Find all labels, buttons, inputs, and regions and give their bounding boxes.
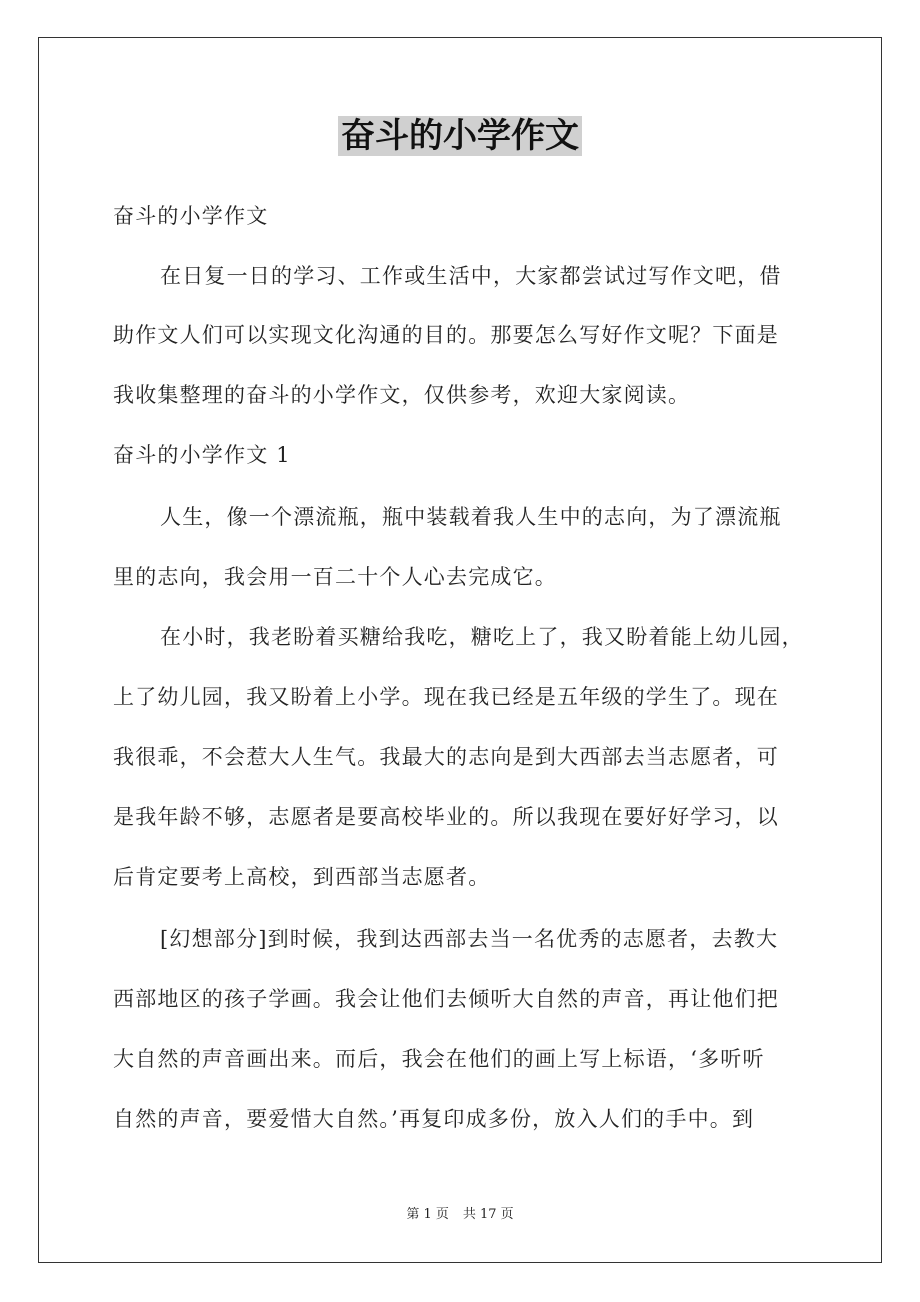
page-number: 第 1 页 bbox=[406, 1207, 449, 1222]
document-title bbox=[0, 112, 920, 160]
paragraph-line: 人生，像一个漂流瓶，瓶中装载着我人生中的志向，为了漂流瓶 bbox=[160, 505, 782, 529]
paragraph-line: 我收集整理的奋斗的小学作文，仅供参考，欢迎大家阅读。 bbox=[113, 383, 691, 407]
paragraph-line: 在小时，我老盼着买糖给我吃，糖吃上了，我又盼着能上幼儿园， bbox=[160, 625, 804, 649]
paragraph-line: 西部地区的孩子学画。我会让他们去倾听大自然的声音，再让他们把 bbox=[113, 987, 779, 1011]
paragraph-line: 自然的声音，要爱惜大自然。’再复印成多份，放入人们的手中。到 bbox=[113, 1107, 755, 1131]
paragraph-line: [幻想部分]到时候，我到达西部去当一名优秀的志愿者，去教大 bbox=[160, 927, 779, 951]
subtitle-line: 奋斗的小学作文 bbox=[113, 204, 269, 228]
paragraph-line: 里的志向，我会用一百二十个人心去完成它。 bbox=[113, 565, 557, 589]
page-footer bbox=[0, 1205, 920, 1225]
page-total: 共 17 页 bbox=[462, 1207, 514, 1222]
paragraph-line: 助作文人们可以实现文化沟通的目的。那要怎么写好作文呢？下面是 bbox=[113, 323, 779, 347]
document-title-text: 奋斗的小学作文 bbox=[338, 116, 582, 156]
paragraph-line: 是我年龄不够，志愿者是要高校毕业的。所以我现在要好好学习，以 bbox=[113, 805, 779, 829]
paragraph-line: 在日复一日的学习、工作或生活中，大家都尝试过写作文吧，借 bbox=[160, 264, 782, 288]
paragraph-line: 大自然的声音画出来。而后，我会在他们的画上写上标语，‘多听听 bbox=[113, 1047, 765, 1071]
paragraph-line: 上了幼儿园，我又盼着上小学。现在我已经是五年级的学生了。现在 bbox=[113, 685, 779, 709]
paragraph-line: 后肯定要考上高校，到西部当志愿者。 bbox=[113, 865, 491, 889]
section-heading: 奋斗的小学作文 1 bbox=[113, 443, 291, 467]
paragraph-line: 我很乖，不会惹大人生气。我最大的志向是到大西部去当志愿者，可 bbox=[113, 745, 779, 769]
